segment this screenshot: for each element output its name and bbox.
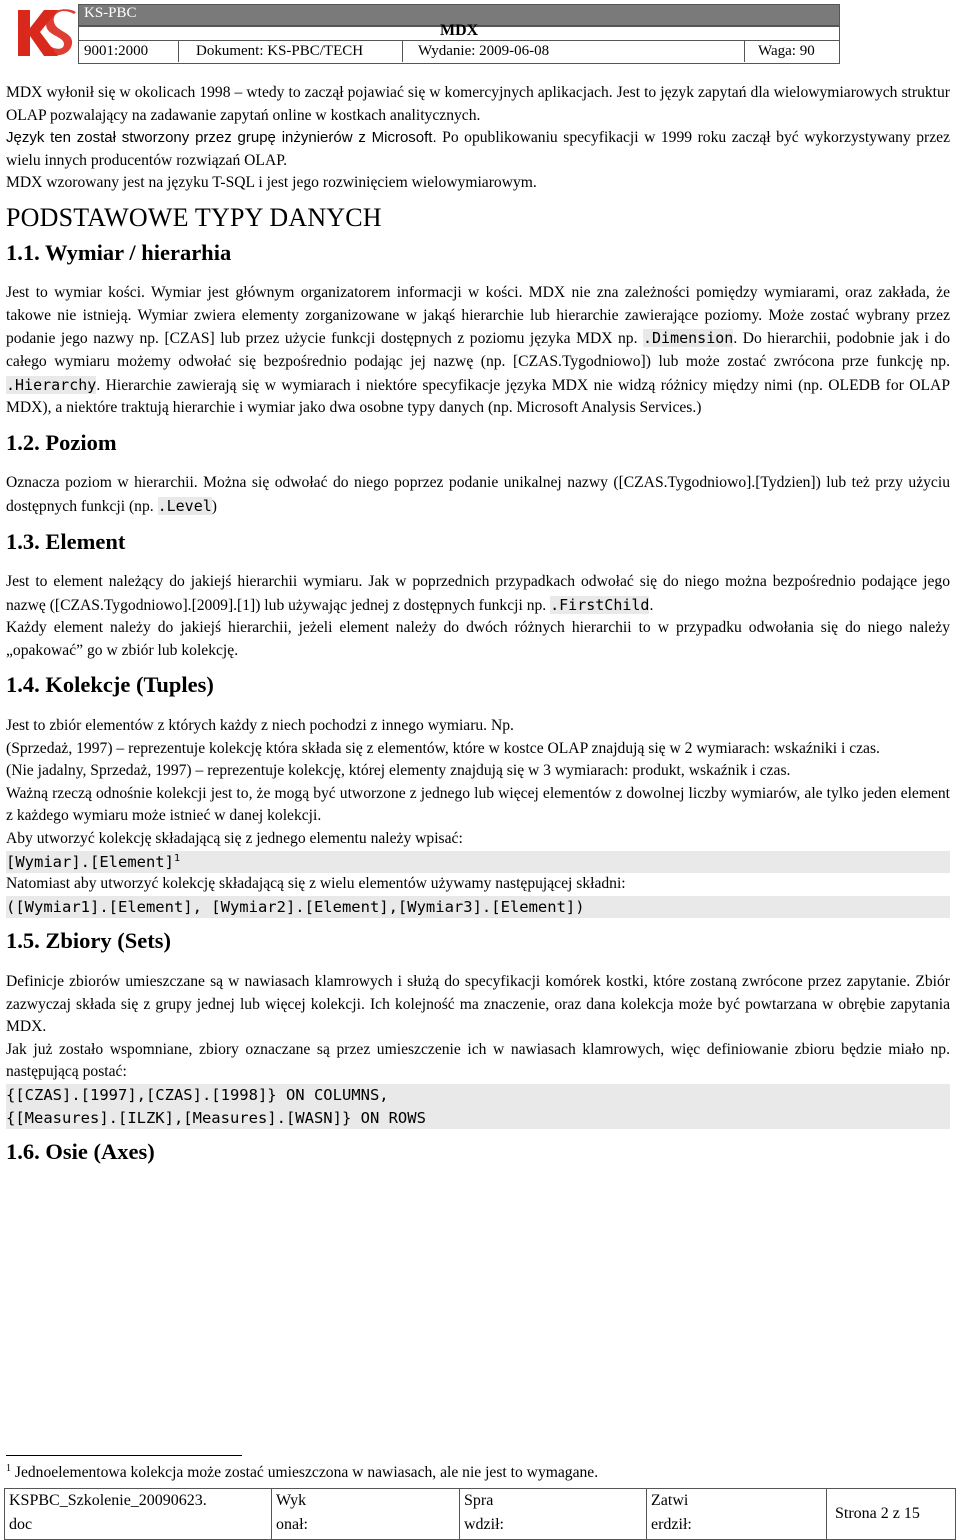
section-paragraph: Definicje zbiorów umieszczane są w nawiasach klamrowych i służą do specyfikacji komórek kostki, które zostaną zwrócone przez zapytanie. Zbiór zazwyczaj składa się z grupy jednej lub więcej kolekcji. Ich kolejność ma znaczenie, oraz dana kolekcja może być powtarzana w obrębie zapytania MDX. [6,973,950,1036]
header-divider [178,40,179,62]
section-heading: 1.4. Kolekcje (Tuples) [6,672,214,698]
header-standard: 9001:2000 [84,43,149,59]
section-heading: 1.1. Wymiar / hierarhia [6,239,232,265]
section-paragraph: Aby utworzyć kolekcję składającą się z jednego elementu należy wpisać: [6,830,463,848]
section-paragraph: Natomiast aby utworzyć kolekcję składającą się z wielu elementów używamy następującej składni: [6,875,626,893]
section-paragraph: Każdy element należy do jakiejś hierarchii, jeżeli element należy do dwóch różnych hierarchii to w przypadku odwołania się do niego należy „opakować” go w zbiór lub kolekcję. [6,619,950,659]
document-body [6,82,950,1182]
main-heading: PODSTAWOWE TYPY DANYCH [6,202,382,232]
footer-filename: KSPBC_Szkolenie_20090623. doc [5,1489,272,1539]
company-logo [14,4,76,60]
footnote: $^1$ Jednoelementowa kolekcja może zostać umieszczona w nawiasach, ale nie jest to wymagane. [6,1462,599,1481]
inline-code: .FirstChild [550,595,650,614]
inline-code: .Dimension [643,329,734,348]
code-block: {[CZAS].[1997],[CZAS].[1998]} ON COLUMNS, [6,1084,950,1107]
header-edition: Wydanie: 2009-06-08 [418,43,550,59]
footer-page-number: Strona 2 z 15 [835,1505,920,1522]
inline-code: .Level [157,496,212,515]
code-block: [Wymiar].[Element]$^1$ [6,851,950,874]
header-weight: Waga: 90 [758,43,815,59]
section-paragraph: Jak już zostało wspomniane, zbiory oznaczane są przez umieszczenie ich w nawiasach klamrowych, więc definiowanie zbioru będzie miało np. następującą postać: [6,1040,950,1081]
section-heading: 1.5. Zbiory (Sets) [6,928,171,954]
section-paragraph: Ważną rzeczą odnośnie kolekcji jest to, że mogą być utworzone z jednego lub więcej elementów z dowolnej liczby wymiarów, ale tylko jeden element z każdego wymiaru może istnieć w danej kolekcji. [6,784,950,825]
intro-paragraph: MDX wyłonił się w okolicach 1998 – wtedy to zaczął pojawiać się w komercyjnych aplikacjach. Jest to język zapytań dla wielowymiarowych struktur OLAP pozwalający na zadawanie zapytań online w kostkach analitycznych. [6,84,950,124]
section-heading: 1.6. Osie (Axes) [6,1139,155,1165]
section-heading: 1.2. Poziom [6,429,117,455]
section-paragraph: Jest to element należący do jakiejś hierarchii wymiaru. Jak w poprzednich przypadkach odwołać się do niego można bezpośrednio podające jego nazwę ([CZAS.Tygodniowo].[2009].[1]) lub używając jednej z dostępnych funkcji np. .FirstChild. [6,573,950,614]
footer-author: Wyk onał: [272,1489,460,1539]
footer-approved: Zatwi erdził: [647,1489,827,1539]
page-footer [4,1488,956,1540]
intro-paragraph: Język ten został stworzony przez grupę inżynierów z Microsoft. Po opublikowaniu specyfikacji w 1999 roku zaczął być wykorzystywany przez wielu innych producentów rozwiązań OLAP. [6,129,951,169]
code-block: {[Measures].[ILZK],[Measures].[WASN]} ON ROWS [6,1107,950,1130]
code-block: ([Wymiar1].[Element], [Wymiar2].[Element],[Wymiar3].[Element]) [6,896,950,919]
header-title: MDX [440,22,479,39]
page-header [0,0,960,66]
footer-checked: Spra wdził: [460,1489,647,1539]
inline-code: .Hierarchy [6,375,97,394]
header-divider [744,40,745,62]
section-paragraph: (Sprzedaż, 1997) – reprezentuje kolekcję która składa się z elementów, które w kostce OLAP znajdują się w 2 wymiarach: wskaźniki i czas. [6,739,880,757]
footnote-separator [6,1455,242,1456]
header-company: KS-PBC [84,5,137,21]
section-paragraph: Jest to zbiór elementów z których każdy z niech pochodzi z innego wymiaru. Np. [6,717,514,735]
section-paragraph: Jest to wymiar kości. Wymiar jest głównym organizatorem informacji w kości. MDX nie zna zależności pomiędzy wymiarami, oraz zakłada, że takowe nie istnieją. Wymiar zwiera elementy zorganizowane w jakąś hierarchie lub hierarchie zawierające poziomy. Może zostać wybrany przez podanie jego nazwy np. [CZAS] lub przez użycie funkcji dostępnych z poziomu języka MDX np. .Dimension. Do hierarchii, podobnie jak i do całego wymiaru możemy odwołać się bezpośrednio podając jej nazwę (np. [CZAS.Tygodniowo]) lub może zostać zwrócona prze funkcję np. .Hierarchy. Hierarchie zawierają się w wymiarach i niektóre specyfikacje języka MDX nie widzą różnicy między nimi (np. OLEDB for OLAP MDX), a niektóre traktują hierarchie i wymiar jako dwa osobne typy danych (np. Microsoft Analysis Services.) [6,284,951,417]
header-divider [402,40,403,62]
header-document: Dokument: KS-PBC/TECH [196,43,364,59]
intro-paragraph: MDX wzorowany jest na języku T-SQL i jest jego rozwinięciem wielowymiarowym. [6,174,537,192]
footnote-ref: 1 [173,852,181,864]
section-heading: 1.3. Element [6,528,126,554]
section-paragraph: Oznacza poziom w hierarchii. Można się odwołać do niego poprzez podanie unikalnej nazwy ([CZAS.Tygodniowo].[Tydzien]) lub też przy użyciu dostępnych funkcji (np. .Level) [6,474,950,515]
section-paragraph: (Nie jadalny, Sprzedaż, 1997) – reprezentuje kolekcję, której elementy znajdują się w 3 wymiarach: produkt, wskaźnik i czas. [6,762,791,780]
